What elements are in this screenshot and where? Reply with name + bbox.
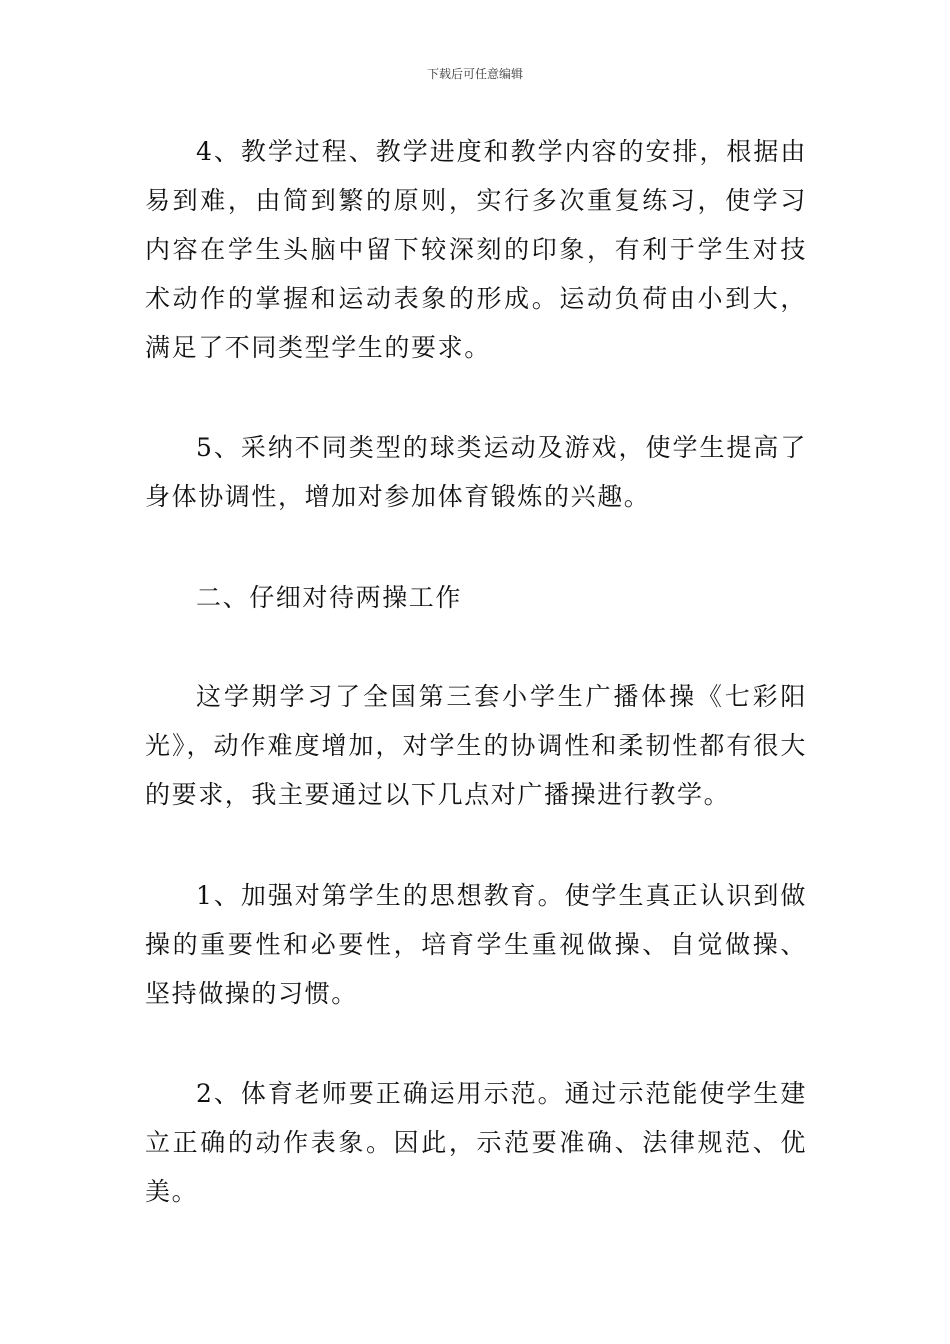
paragraph-teacher-demonstration: 2、体育老师要正确运用示范。通过示范能使学生建立正确的动作表象。因此，示范要准确、法律规范、优美。 bbox=[145, 1079, 807, 1206]
paragraph-ideological-education: 1、加强对第学生的思想教育。使学生真正认识到做操的重要性和必要性，培育学生重视做操、自觉做操、坚持做操的习惯。 bbox=[145, 881, 807, 1008]
paragraph-ball-games: 5、采纳不同类型的球类运动及游戏，使学生提高了身体协调性，增加对参加体育锻炼的兴趣。 bbox=[145, 433, 807, 511]
paragraph-teaching-process: 4、教学过程、教学进度和教学内容的安排，根据由易到难，由简到繁的原则，实行多次重复练习，使学习内容在学生头脑中留下较深刻的印象，有利于学生对技术动作的掌握和运动表象的形成。运动负荷由小到大，满足了不同类型学生的要求。 bbox=[145, 137, 807, 362]
paragraph-broadcast-exercise: 这学期学习了全国第三套小学生广播体操《七彩阳光》，动作难度增加，对学生的协调性和柔韧性都有很大的要求，我主要通过以下几点对广播操进行教学。 bbox=[145, 682, 807, 809]
page-header: 下载后可任意编辑 bbox=[426, 67, 523, 81]
section-heading-two-exercises: 二、仔细对待两操工作 bbox=[196, 583, 463, 612]
